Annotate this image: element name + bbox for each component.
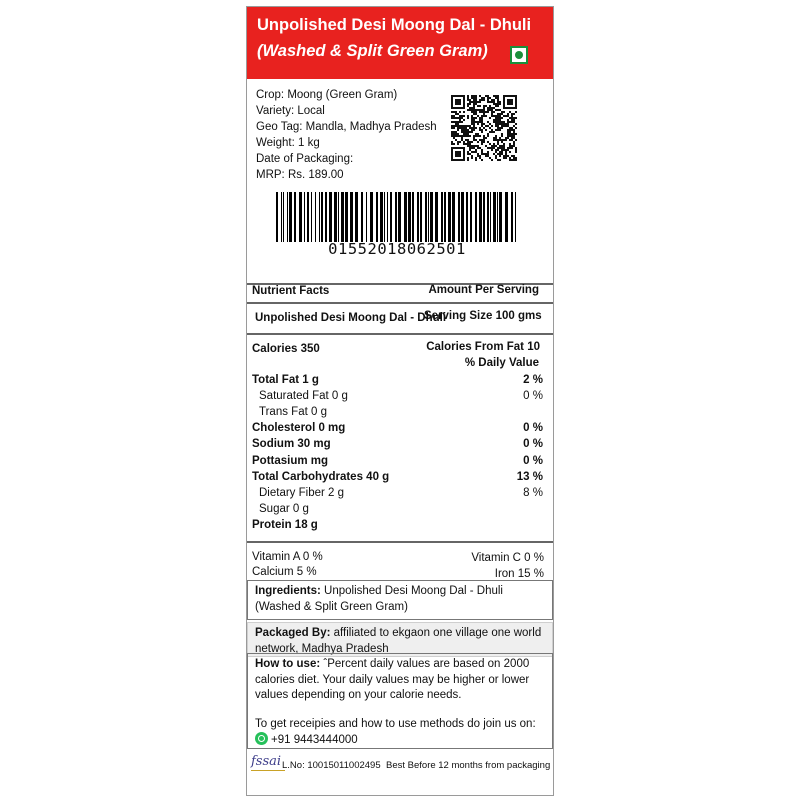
how-to-use-label: How to use: [255,658,321,670]
license-number: L.No: 10015011002495 [282,760,381,771]
variety-line: Variety: Local [256,105,325,118]
nutrition-product-name: Unpolished Desi Moong Dal - Dhuli [255,312,447,324]
nutrient-daily-value: 0 % [523,422,543,435]
nutrient-name: Protein 18 g [252,518,318,531]
packaging-date-line: Date of Packaging: [256,153,354,166]
product-title: Unpolished Desi Moong Dal - Dhuli [257,16,532,34]
mrp-line: MRP: Rs. 189.00 [256,169,344,182]
nutrient-facts-label: Nutrient Facts [252,285,330,297]
packaged-by-label: Packaged By: [255,627,331,639]
barcode-number: 01552018062501 [328,240,466,258]
product-label [246,6,554,796]
weight-line: Weight: 1 kg [256,137,320,150]
crop-line: Crop: Moong (Green Gram) [256,89,398,101]
nutrient-name: Cholesterol 0 mg [252,422,346,435]
nutrient-name: Total Fat 1 g [252,374,319,386]
fssai-logo-underline [251,770,285,774]
divider [247,333,553,335]
amount-per-serving-label: Amount Per Serving [428,284,539,296]
nutrient-daily-value: 8 % [523,486,543,499]
veg-symbol-icon [510,46,528,64]
how-to-use-box [247,653,553,749]
calories: Calories 350 [252,343,320,355]
geo-tag-line: Geo Tag: Mandla, Madhya Pradesh [256,121,437,134]
nutrient-daily-value: 2 % [523,374,543,386]
divider [247,541,553,543]
vitamin-a: Vitamin A 0 % [252,551,323,563]
iron: Iron 15 % [494,568,544,580]
nutrient-daily-value: 0 % [523,390,543,403]
best-before: Best Before 12 months from packaging [386,760,551,771]
whatsapp-icon [255,732,268,745]
nutrient-name: Total Carbohydrates 40 g [252,470,390,483]
label-header [247,7,553,79]
nutrient-name: Trans Fat 0 g [259,406,327,419]
nutrient-name: Dietary Fiber 2 g [259,486,345,499]
calories-from-fat: Calories From Fat 10 [426,341,540,353]
nutrient-daily-value: 0 % [523,454,543,467]
daily-value-header: % Daily Value [464,357,539,369]
divider [247,302,553,304]
ingredients-box [247,580,553,620]
product-info [256,87,437,184]
contact-line[interactable] [255,732,545,749]
nutrient-daily-value: 13 % [516,470,543,483]
nutrient-name: Sugar 0 g [259,502,309,515]
nutrient-daily-value: 0 % [523,438,543,451]
packaged-by-text: affiliated to ekgaon one village one world network, Madhya Pradesh [255,627,542,655]
serving-size: Serving Size 100 gms [424,310,542,322]
barcode-icon [276,192,518,242]
product-subtitle: (Washed & Split Green Gram) [257,42,488,60]
nutrient-name: Pottasium mg [252,454,329,467]
nutrient-name: Saturated Fat 0 g [259,390,348,403]
ingredients-text: Unpolished Desi Moong Dal - Dhuli (Washed & Split Green Gram) [255,585,503,613]
join-text: To get receipies and how to use methods do join us on: [255,717,536,730]
qr-code-icon[interactable] [451,95,517,161]
vitamin-c: Vitamin C 0 % [471,552,544,564]
fssai-logo: fssai [251,754,282,769]
ingredients-label: Ingredients: [255,585,321,597]
how-to-use-text: ˆPercent daily values are based on 2000 calories diet. Your daily values may be higher or lower values depending on your calorie needs. [255,658,530,701]
phone-number[interactable]: +91 9443444000 [271,734,358,746]
calcium: Calcium 5 % [252,566,317,578]
packaged-by-box [247,622,553,657]
nutrient-name: Sodium 30 mg [252,438,331,451]
